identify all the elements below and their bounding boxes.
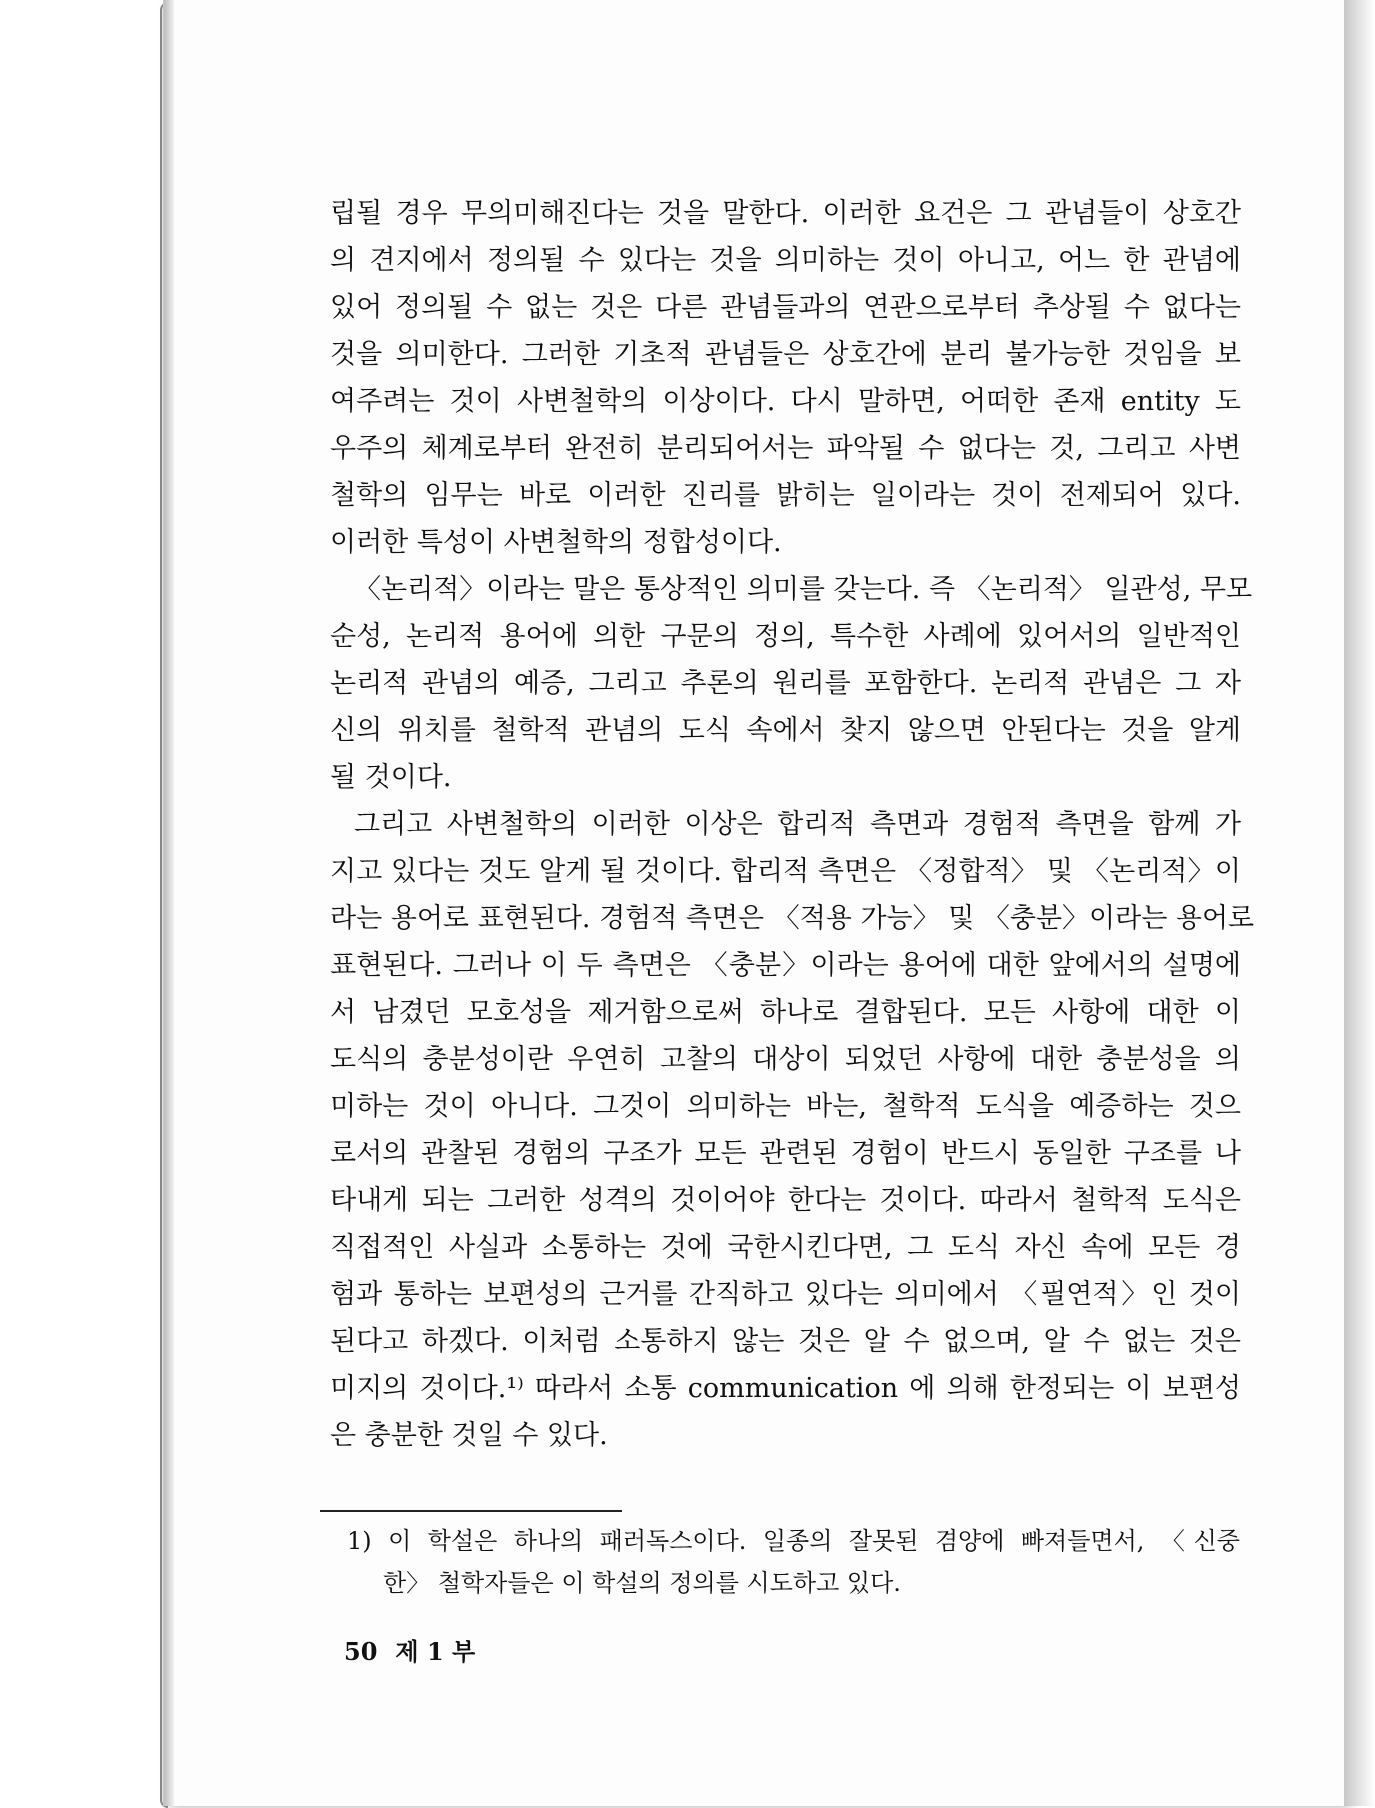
text-line: 지고 있다는 것도 알게 될 것이다. 합리적 측면은 〈정합적〉 및 〈논리적〉이 (330, 856, 1241, 887)
text-line: 험과 통하는 보편성의 근거를 간직하고 있다는 의미에서 〈필연적〉인 것이 (330, 1279, 1241, 1310)
folio (344, 1632, 475, 1667)
footnote (347, 1520, 1240, 1604)
text-line: 립될 경우 무의미해진다는 것을 말한다. 이러한 요건은 그 관념들이 상호간 (330, 198, 1241, 229)
text-line: 철학의 임무는 바로 이러한 진리를 밝히는 일이라는 것이 전제되어 있다. (330, 480, 1241, 511)
footnote-divider (320, 1510, 622, 1512)
text-line: 논리적 관념의 예증, 그리고 추론의 원리를 포함한다. 논리적 관념은 그 자 (330, 668, 1241, 699)
text-line: 서 남겼던 모호성을 제거함으로써 하나로 결합된다. 모든 사항에 대한 이 (330, 997, 1241, 1028)
text-line: 미지의 것이다.¹⁾ 따라서 소통 communication 에 의해 한정되는 이 보편성 (330, 1373, 1241, 1404)
part-label: 제 1 부 (395, 1637, 476, 1666)
body-text (330, 190, 1255, 1459)
text-line: 도식의 충분성이란 우연히 고찰의 대상이 되었던 사항에 대한 충분성을 의 (330, 1044, 1241, 1075)
text-line: 〈논리적〉이라는 말은 통상적인 의미를 갖는다. 즉 〈논리적〉 일관성, 무모 (354, 574, 1253, 605)
text-line: 순성, 논리적 용어에 의한 구문의 정의, 특수한 사례에 있어서의 일반적인 (330, 621, 1241, 652)
text-line: 이러한 특성이 사변철학의 정합성이다. (330, 527, 782, 558)
text-line: 우주의 체계로부터 완전히 분리되어서는 파악될 수 없다는 것, 그리고 사변 (330, 433, 1241, 464)
text-line: 미하는 것이 아니다. 그것이 의미하는 바는, 철학적 도식을 예증하는 것으 (330, 1091, 1241, 1122)
text-line: 그리고 사변철학의 이러한 이상은 합리적 측면과 경험적 측면을 함께 가 (354, 809, 1241, 840)
text-line: 있어 정의될 수 없는 것은 다른 관념들과의 연관으로부터 추상될 수 없다는 (330, 292, 1241, 323)
text-line: 로서의 관찰된 경험의 구조가 모든 관련된 경험이 반드시 동일한 구조를 나 (330, 1138, 1241, 1169)
text-line: 된다고 하겠다. 이처럼 소통하지 않는 것은 알 수 없으며, 알 수 없는 것은 (330, 1326, 1241, 1357)
text-line: 은 충분한 것일 수 있다. (330, 1420, 608, 1451)
text-line: 타내게 되는 그러한 성격의 것이어야 한다는 것이다. 따라서 철학적 도식은 (330, 1185, 1241, 1216)
footnote-line: 한〉 철학자들은 이 학설의 정의를 시도하고 있다. (383, 1569, 901, 1597)
footnote-line: 1) 이 학설은 하나의 패러독스이다. 일종의 잘못된 겸양에 빠져들면서, 〈신중 (347, 1527, 1240, 1555)
text-line: 의 견지에서 정의될 수 있다는 것을 의미하는 것이 아니고, 어느 한 관념에 (330, 245, 1241, 276)
text-line: 여주려는 것이 사변철학의 이상이다. 다시 말하면, 어떠한 존재 entity 도 (330, 386, 1241, 417)
text-line: 라는 용어로 표현된다. 경험적 측면은 〈적용 가능〉 및 〈충분〉이라는 용어로 (330, 903, 1255, 934)
text-line: 직접적인 사실과 소통하는 것에 국한시킨다면, 그 도식 자신 속에 모든 경 (330, 1232, 1241, 1263)
text-line: 신의 위치를 철학적 관념의 도식 속에서 찾지 않으면 안된다는 것을 알게 (330, 715, 1241, 746)
page-number: 50 (344, 1637, 378, 1666)
page-right-shadow (1344, 0, 1375, 1806)
page-gutter-shadow (164, 0, 174, 1806)
text-line: 될 것이다. (330, 762, 452, 793)
text-line: 것을 의미한다. 그러한 기초적 관념들은 상호간에 분리 불가능한 것임을 보 (330, 339, 1241, 370)
text-line: 표현된다. 그러나 이 두 측면은 〈충분〉이라는 용어에 대한 앞에서의 설명에 (330, 950, 1241, 981)
